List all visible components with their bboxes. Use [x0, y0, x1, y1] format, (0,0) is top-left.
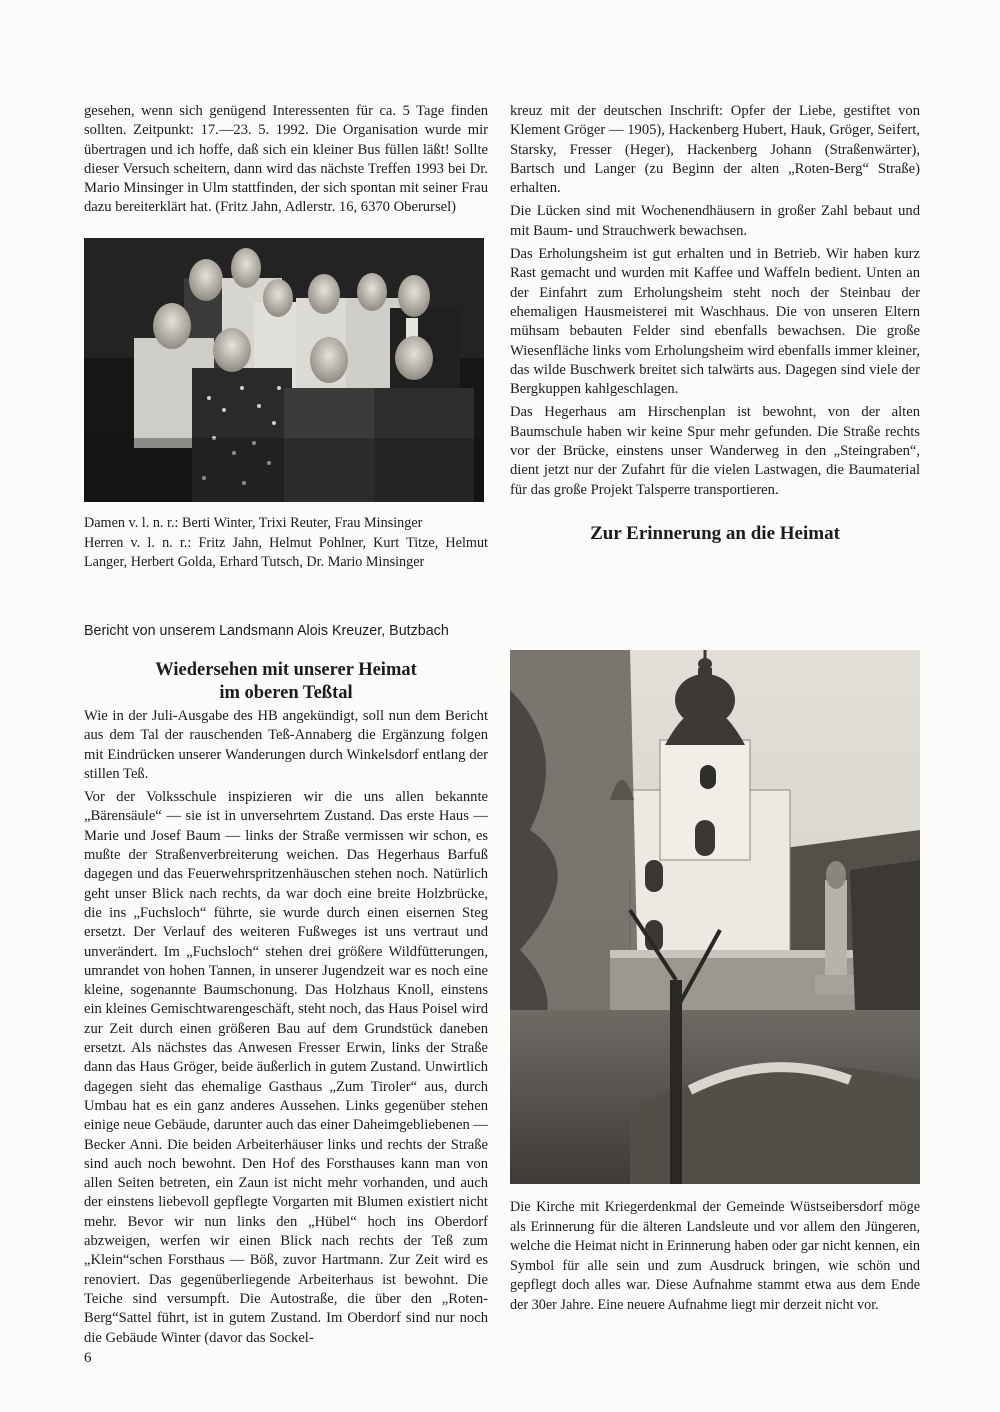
left-top-text: [84, 102, 488, 222]
article-body-right: [510, 102, 920, 504]
church-caption-text: Die Kirche mit Kriegerdenkmal der Gemeinde Wüstseibersdorf möge als Erinnerung für die älteren Landsleute und vor allem den Jüngeren, welche die Heimat nicht in Erinnerung haben oder gar nicht kennen, ein Symbol für alle sein und zum Ausdruck bringen, wie schön und gepflegt doch alles war. Diese Aufnahme stammt etwa aus dem Ende der 30er Jahre. Eine neuere Aufnahme liegt mir derzeit nicht vor.: [510, 1199, 920, 1313]
memory-title: Zur Erinnerung an die Heimat: [590, 523, 840, 544]
group-photo-caption: [84, 514, 488, 573]
church-photo: [510, 650, 920, 1184]
caption-gentlemen: Herren v. l. n. r.: Fritz Jahn, Helmut Pohlner, Kurt Titze, Helmut Langer, Herbert Golda, Erhard Tutsch, Dr. Mario Minsinger: [84, 534, 488, 570]
article-title: [84, 659, 488, 705]
article-paragraph-1: Wie in der Juli-Ausgabe des HB angekündigt, soll nun dem Bericht aus dem Tal der rauschenden Teß-Annaberg die Ergänzung folgen mit Eindrücken unserer Wanderungen durch Winkelsdorf entlang der stillen Teß.: [84, 708, 488, 782]
group-photo-image: [84, 238, 484, 502]
article-byline: Bericht von unserem Landsmann Alois Kreuzer, Butzbach: [84, 623, 449, 639]
article-title-line2: im oberen Teßtal: [219, 683, 353, 704]
article-title-line1: Wiedersehen mit unserer Heimat: [155, 660, 417, 681]
group-photo: [84, 238, 484, 502]
article-body-left: [84, 707, 488, 1352]
article-paragraph-5: Das Erholungsheim ist gut erhalten und in Betrieb. Wir haben kurz Rast gemacht und wurden mit Kaffee und Waffeln bedient. Unten an der Einfahrt zum Erholungsheim steht noch der Steinbau der ehemaligen Hausmeisterei mit Waschhaus. Die von unseren Eltern mühsam bebauten Felder sind ebenfalls bewachsen. Die große Wiesenfläche links vom Erholungsheim wird ebenfalls immer kleiner, das wilde Buschwerk breitet sich talwärts aus. Dagegen sind viele der Bergkuppen kahlgeschlagen.: [510, 246, 920, 398]
church-photo-image: [510, 650, 920, 1184]
caption-ladies: Damen v. l. n. r.: Berti Winter, Trixi Reuter, Frau Minsinger: [84, 515, 423, 531]
article-header: [84, 622, 488, 705]
memory-header: [510, 522, 920, 545]
article-paragraph-2: Vor der Volksschule inspizieren wir die uns allen bekannte „Bärensäule“ — sie ist in unversehrtem Zustand. Das erste Haus — Marie und Josef Baum — links der Straße vermissen wir schon, es mußte der Straßenverbreiterung weichen. Das Hegerhaus Barfuß dagegen und das Feuerwehrspritzenhäuschen stehen noch. Natürlich geht unser Blick nach rechts, da war doch eine breite Holzbrücke, die ins „Fuchsloch“ führte, sie wurde durch einen eisernen Steg ersetzt. Der Verlauf des weiteren Fußweges ist uns vertraut und unverändert. Im „Fuchsloch“ stehen drei größere Wildfütterungen, umrandet von hohen Tannen, in unserer Jugendzeit war es noch eine kleine, sogenannte Baumschonung. Das Holzhaus Knoll, einstens ein kleines Gemischtwarengeschäft, steht noch, das Haus Poisel wird zur Zeit durch einen größeren Bau auf dem Grundstück daneben ersetzt. Als nächstes das Anwesen Fresser Erwin, links der Straße dann das Haus Gröger, beide äußerlich in gutem Zustand. Unwirtlich dagegen sieht das ehemalige Gasthaus „Zum Tiroler“ aus, durch Umbau hat es ein ganz anderes Aussehen. Links gegenüber stehen einige neue Gebäude, darunter auch das einer Daheimgebliebenen — Becker Anni. Die beiden Arbeiterhäuser links und rechts der Straße sind auch noch bewohnt. Den Hof des Forsthauses kann man von allen Seiten betreten, ein Zaun ist nicht mehr vorhanden, und auch der einstens liebevoll gepflegte Vorgarten mit Blumen existiert nicht mehr. Bevor wir nun links den „Hübel“ hoch ins Oberdorf abzweigen, werfen wir einen Blick nach rechts der Teß zum „Klein“schen Forsthaus — Böß, zuvor Hartmann. Zur Zeit wird es renoviert. Das gegenüberliegende Arbeiterhaus ist bewohnt. Die Teiche sind versumpft. Die Autostraße, die über den „Roten-Berg“Sattel führt, ist in gutem Zustand. Im Oberdorf sind nur noch die Gebäude Winter (davor das Sockel-: [84, 789, 488, 1346]
article-paragraph-4: Die Lücken sind mit Wochenendhäusern in großer Zahl bebaut und mit Baum- und Strauchwerk bewachsen.: [510, 203, 920, 239]
article-paragraph-3: kreuz mit der deutschen Inschrift: Opfer der Liebe, gestiftet von Klement Gröger — 1905), Hackenberg Hubert, Hauk, Gröger, Seifert, Starsky, Fresser (Heger), Hackenberg Johann (Straßenwärter), Bartsch und Langer (zu Beginn der alten „Roten-Berg“ Straße) erhalten.: [510, 103, 920, 197]
article-paragraph-6: Das Hegerhaus am Hirschenplan ist bewohnt, von der alten Baumschule haben wir keine Spur mehr gefunden. Die Straße rechts vor der Brücke, einstens unser Wanderweg in den „Steingraben“, dient jetzt nur der Zufahrt für die vielen Lastwagen, die Baumaterial für das große Projekt Talsperre transportieren.: [510, 404, 920, 498]
intro-paragraph: gesehen, wenn sich genügend Interessenten für ca. 5 Tage finden sollten. Zeitpunkt: 17.—23. 5. 1992. Die Organisation wurde mir übertragen und ich hoffe, daß sich ein kleiner Bus füllen läßt! Sollte dieser Versuch scheitern, dann wird das nächste Treffen 1993 bei Dr. Mario Minsinger in Ulm stattfinden, der sich spontan mit seiner Frau dazu bereiterklärt hat. (Fritz Jahn, Adlerstr. 16, 6370 Oberursel): [84, 103, 488, 216]
page-number: 6: [84, 1350, 92, 1366]
church-photo-caption: [510, 1198, 920, 1315]
